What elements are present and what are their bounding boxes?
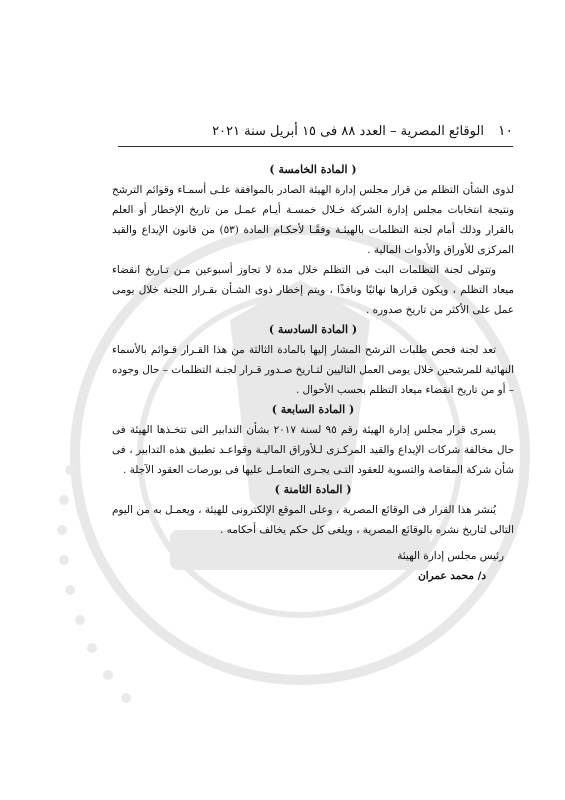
article-5-heading: ( المادة الخامسة ) [269, 163, 357, 176]
article-7-heading: ( المادة السابعة ) [271, 403, 355, 416]
page-header [120, 120, 513, 142]
article-8-paragraph-1: يُنشر هذا القرار فى الوقائع المصرية ، وعلى الموقع الإلكترونى للهيئة ، ويعمـل به من اليوم التالى لتاريخ نشره بالوقائع المصرية ، ويلغى كل حكم يخالف أحكامه . [112, 504, 514, 536]
header-title: الوقائع المصرية – العدد ٨٨ فى ١٥ أبريل سنة ٢٠٢١ [212, 123, 484, 139]
article-7-paragraph-1: يسرى قرار مجلس إدارة الهيئة رقم ٩٥ لسنة ٢٠١٧ بشأن التدابير التى تتخـذها الهيئة فى حال مخالفة شركات الإيداع والقيد المركـزى لـلأوراق الماليـة وقواعـد تطبيق هذه التدابير ، فى شأن شركة المقاصة والتسوية للعقود التـى يجـرى التعامـل عليها فى بورصات العقود الآجلة . [112, 424, 514, 476]
article-8-heading: ( المادة الثامنة ) [274, 483, 352, 496]
signatory-title: رئيس مجلس إدارة الهيئة [397, 550, 504, 562]
header-divider [118, 146, 513, 147]
article-5-paragraph-2: وتتولى لجنة التظلمات البت فى التظلم خلال مدة لا تجاوز أسبوعين مـن تـاريخ انقضاء ميعاد التظلم ، ويكون قرارها نهائيًا ونافذًا ، ويتم إخطار ذوى الشـأن بقـرار اللجنة خلال يومى عمل على الأكثر من تاريخ صدوره . [112, 264, 514, 316]
page-number: ١٠ [497, 123, 513, 139]
signature-block [112, 546, 514, 586]
article-5-paragraph-1: لذوى الشأن التظلم من قرار مجلس إدارة الهيئة الصادر بالموافقة علـى أسمـاء وقوائم الترشح ونتيجة انتخابات مجلس إدارة الشركة خـلال خمسـة أيـام عمـل من تاريخ الإخطار أو العلم بالقرار وذلك أمام لجنة التظلمات بالهيئـة وفقًـا لأحكـام المادة (٥٣) من قانون الإيداع والقيد المركزى للأوراق والأدوات المالية . [112, 184, 514, 256]
document-body [112, 160, 514, 586]
article-6-paragraph-1: تعد لجنة فحص طلبات الترشح المشار إليها بالمادة الثالثة من هذا القـرار قـوائم بالأسماء النهائية للمرشحين خلال يومى العمل التاليين لتـاريخ صـدور قـرار لجنـة التظلمات – حال وجوده – أو من تاريخ انقضاء ميعاد التظلم بحسب الأحوال . [112, 344, 514, 396]
article-6-heading: ( المادة السادسة ) [268, 323, 358, 336]
signatory-name: د/ محمد عمران [418, 570, 486, 582]
